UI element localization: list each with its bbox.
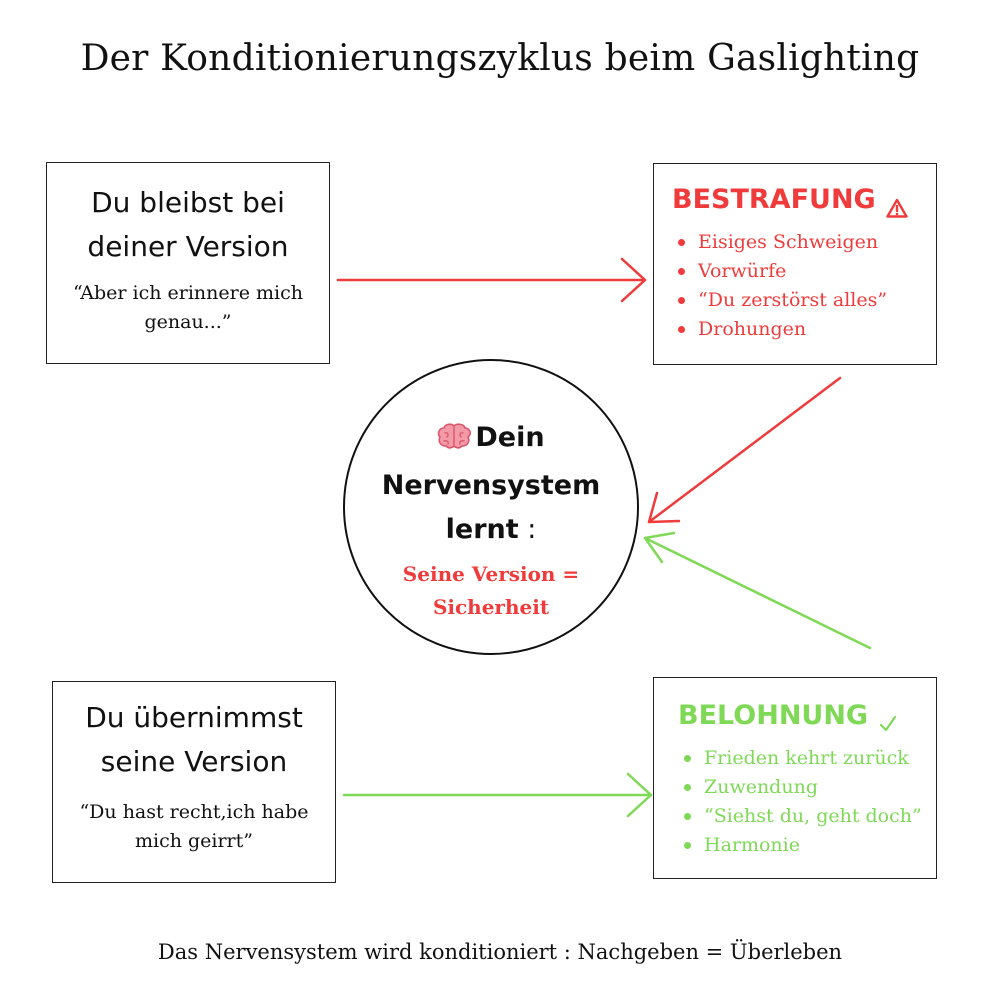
- punishment-title-row: [672, 180, 936, 220]
- checkmark-icon: [878, 706, 898, 726]
- reward-item: “Siehst du, geht doch”: [678, 802, 936, 831]
- footer-summary: Das Nervensystem wird konditioniert : Nachgeben = Überleben: [157, 940, 843, 964]
- reward-item: Harmonie: [678, 831, 936, 860]
- adopt-heading-line1: Du übernimmst: [85, 701, 303, 734]
- circle-result-line1: Seine Version =: [402, 562, 580, 586]
- punishment-item: Drohungen: [672, 315, 936, 344]
- circle-heading-line3: lernt: [445, 514, 519, 545]
- reward-box: [653, 677, 937, 879]
- circle-result-line2: Sicherheit: [432, 595, 550, 619]
- stay-quote-line1: “Aber ich erinnere mich: [73, 282, 303, 304]
- circle-heading-line1: Dein: [475, 422, 545, 453]
- punishment-item: Eisiges Schweigen: [672, 228, 936, 257]
- punishment-box: [653, 163, 937, 365]
- adopt-quote-line2: mich geirrt”: [134, 830, 253, 852]
- reward-title-row: [678, 696, 936, 736]
- arrow-reward-to-center: [645, 533, 870, 648]
- diagram-title: Der Konditionierungszyklus beim Gaslighting: [80, 38, 920, 79]
- reward-item: Zuwendung: [678, 773, 936, 802]
- circle-heading-line3-row: [345, 508, 637, 552]
- punishment-item: Vorwürfe: [672, 257, 936, 286]
- punishment-list: [672, 228, 936, 344]
- stay-heading-line2: deiner Version: [87, 230, 289, 263]
- reward-item: Frieden kehrt zurück: [678, 744, 936, 773]
- arrow-punishment-to-center: [649, 378, 840, 522]
- stay-quote-line2: genau...”: [144, 311, 232, 333]
- reward-title: BELOHNUNG: [678, 700, 869, 731]
- reward-list: [678, 744, 936, 860]
- adopt-quote-line1: “Du hast recht,ich habe: [79, 801, 309, 823]
- warning-icon: [886, 190, 908, 210]
- stay-with-version-box: [46, 162, 330, 364]
- arrow-adopt-to-reward: [344, 774, 651, 816]
- stay-heading-line1: Du bleibst bei: [91, 186, 285, 219]
- circle-heading-line1-row: [345, 416, 637, 464]
- arrow-stay-to-punishment: [338, 259, 645, 301]
- circle-heading-line3-suffix: :: [518, 514, 537, 545]
- punishment-title: BESTRAFUNG: [672, 184, 876, 215]
- circle-heading-line2: Nervensystem: [381, 470, 601, 501]
- brain-icon: [437, 420, 471, 464]
- circle-result: [345, 558, 637, 624]
- punishment-item: “Du zerstörst alles”: [672, 286, 936, 315]
- adopt-version-box: [52, 681, 336, 883]
- nervous-system-circle: [343, 359, 639, 655]
- circle-heading: [345, 416, 637, 552]
- adopt-heading-line2: seine Version: [100, 745, 288, 778]
